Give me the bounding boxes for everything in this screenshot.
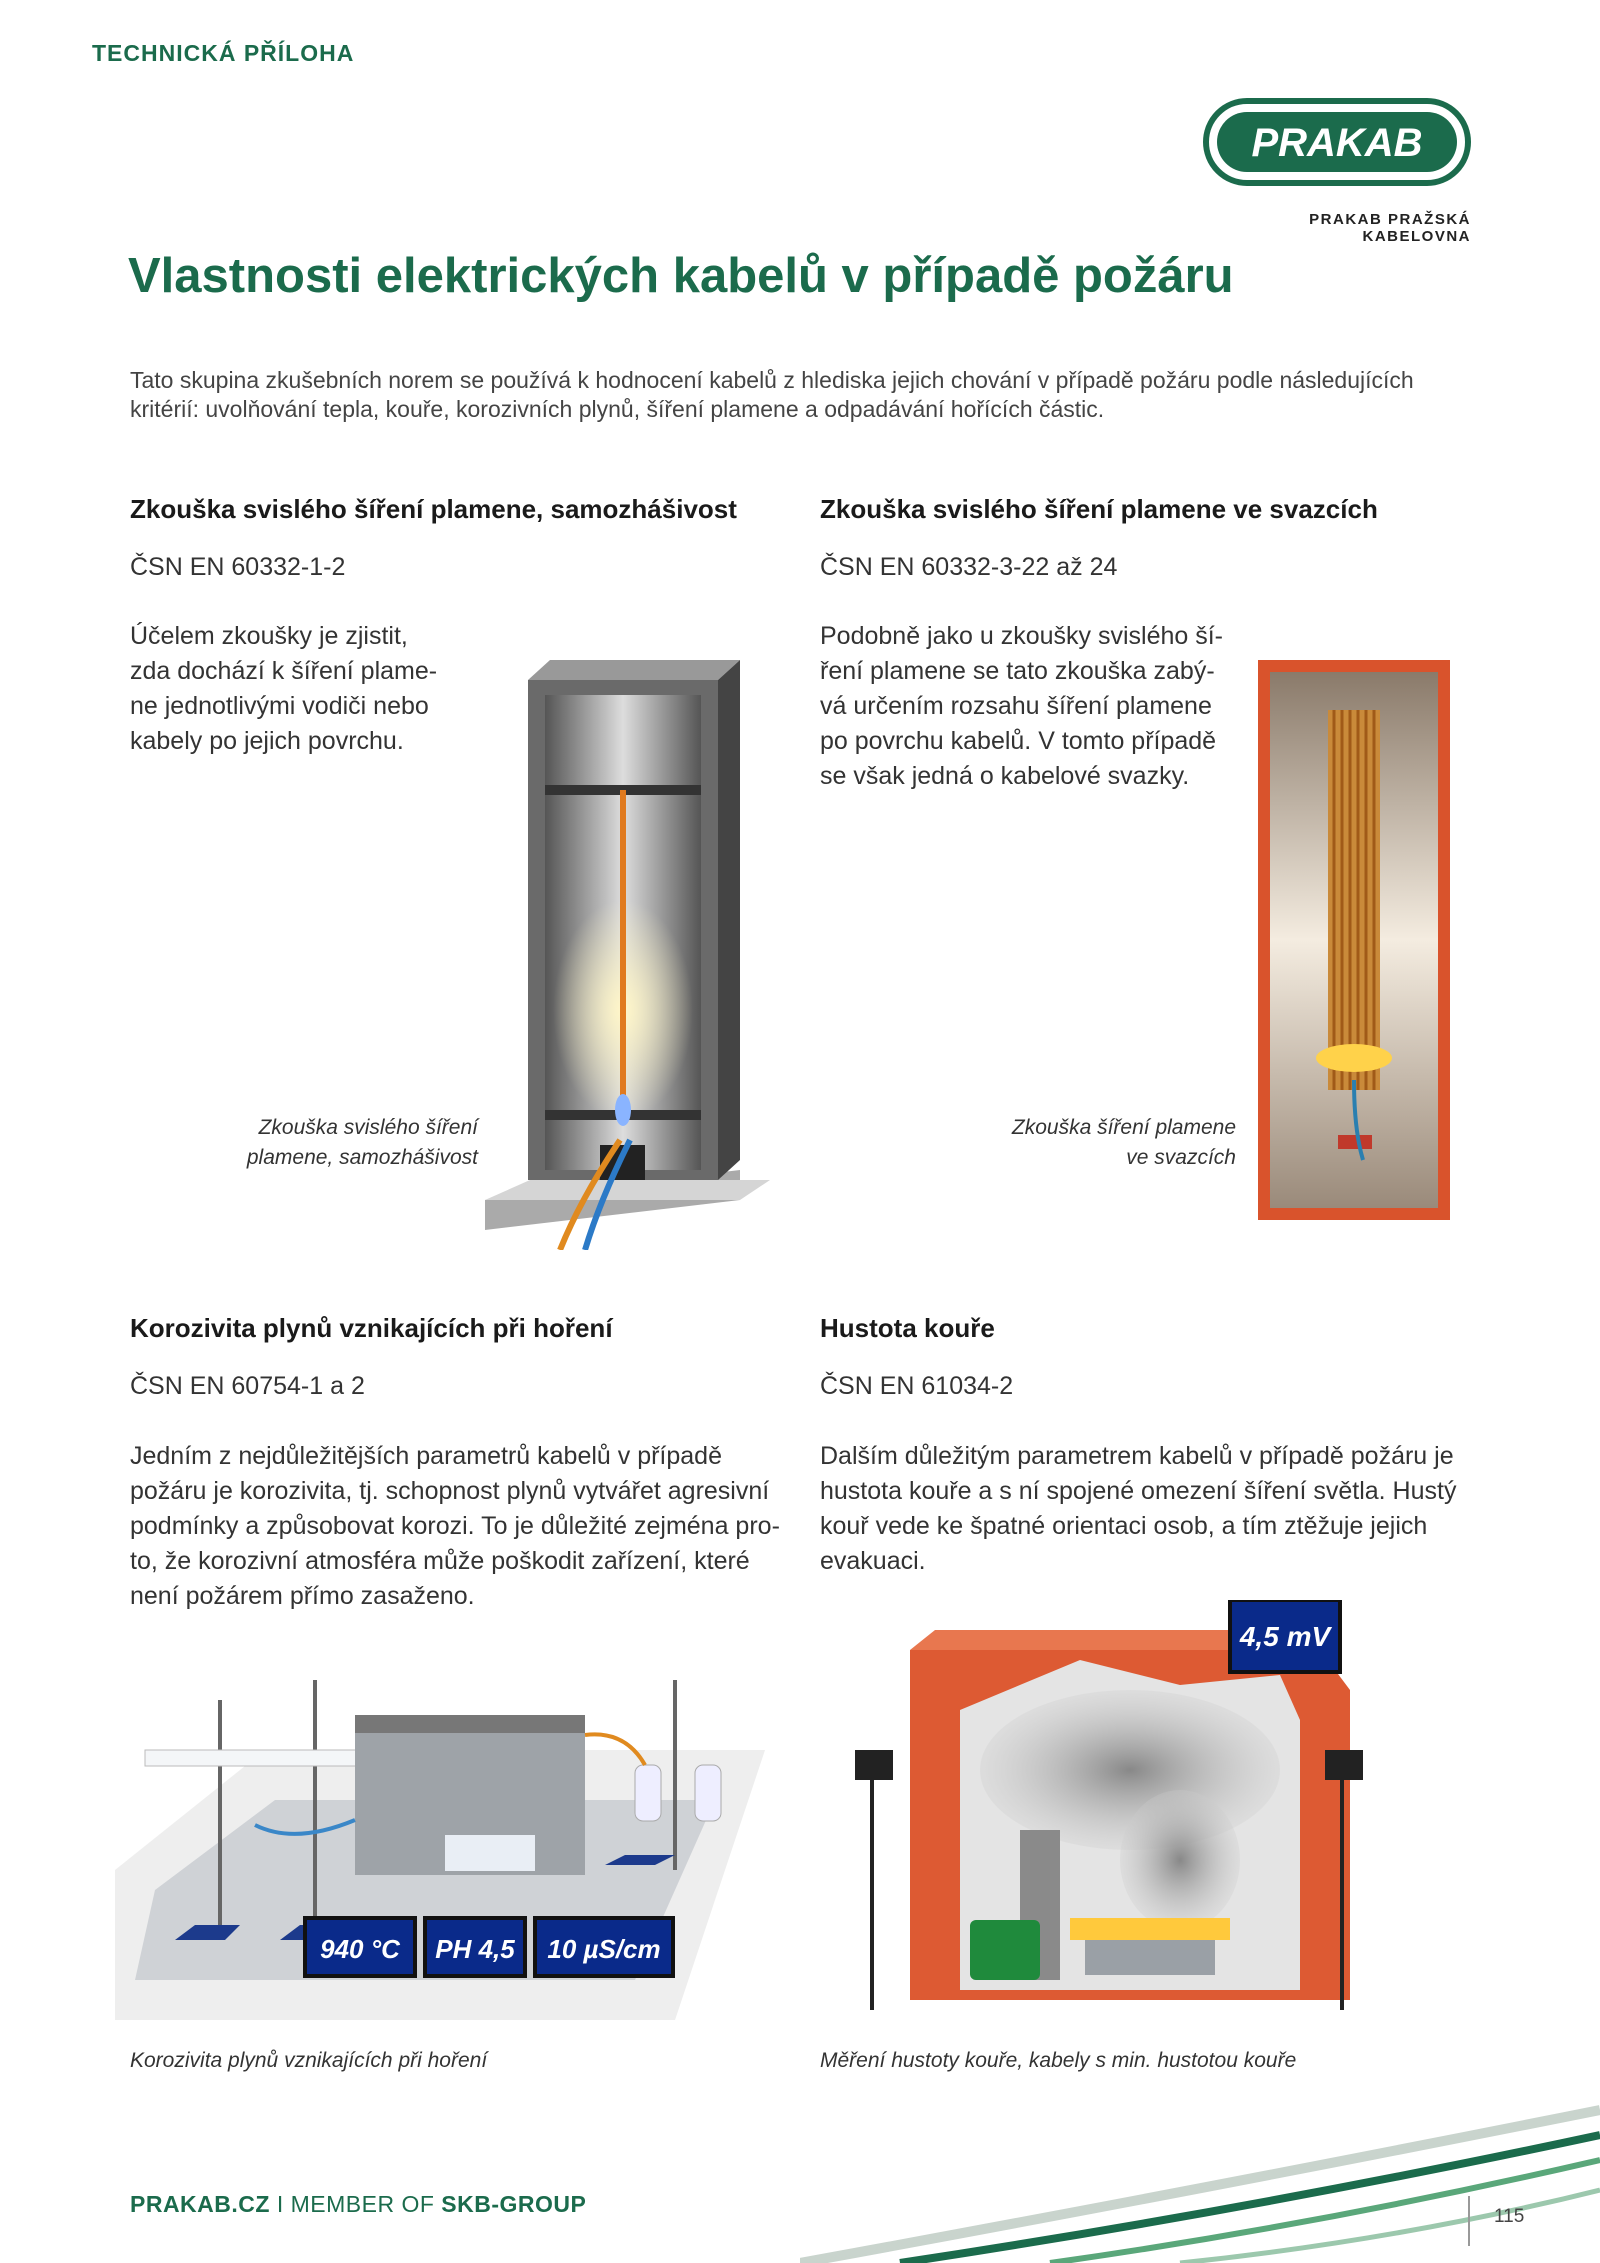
section-heading: Korozivita plynů vznikajících při hoření: [130, 1313, 613, 1343]
page-number: 115: [1494, 2206, 1525, 2227]
readout-millivolts: [1230, 1600, 1340, 1672]
vertical-flame-test-illustration: [470, 640, 770, 1250]
svg-text:PH 4,5: PH 4,5: [435, 1934, 515, 1964]
page-title: Vlastnosti elektrických kabelů v případě požáru: [128, 249, 1234, 303]
section-standard: ČSN EN 61034-2: [820, 1372, 1014, 1400]
figure-caption: Korozivita plynů vznikajících při hoření: [130, 2049, 488, 2072]
section-standard: ČSN EN 60332-1-2: [130, 553, 346, 581]
section-body: Jedním z nejdůležitějších parametrů kabelů v případě požáru je korozivita, tj. schopnost plynů vytvářet agresivní podmínky a způsobovat korozi. To je důležité zejména pro- to, že korozivní atmosféra může poškodit zařízení, které není požárem přímo zasaženo.: [130, 1442, 780, 1610]
company-name: PRAKAB PRAŽSKÁ KABELOVNA: [1309, 211, 1471, 245]
bundle-flame-test-illustration: [1258, 660, 1450, 1220]
section-standard: ČSN EN 60332-3-22 až 24: [820, 553, 1118, 581]
footer-separator: I: [269, 2191, 291, 2217]
section-heading: Hustota kouře: [820, 1313, 995, 1343]
section-label: TECHNICKÁ PŘÍLOHA: [92, 40, 355, 66]
smoke-density-illustration: [850, 1600, 1370, 2010]
section-body: Dalším důležitým parametrem kabelů v případě požáru je hustota kouře a s ní spojené omezení šíření světla. Hustý kouř vede ke špatné orientaci osob, a tím ztěžuje jejich evakuaci.: [820, 1442, 1457, 1575]
svg-text:4,5 mV: 4,5 mV: [1239, 1621, 1331, 1652]
section-body: Účelem zkoušky je zjistit, zda dochází k šíření plame- ne jednotlivými vodiči nebo kabely po jejich povrchu.: [130, 622, 438, 755]
figure-caption: Měření hustoty kouře, kabely s min. hustotou kouře: [820, 2049, 1297, 2072]
readout-ph: [425, 1918, 525, 1976]
figure-caption: Zkouška svislého šíření plamene, samozhášivost: [246, 1116, 478, 1169]
corrosivity-test-illustration: [115, 1640, 765, 2020]
logo-text: PRAKAB: [1251, 121, 1423, 165]
readout-conductivity: [535, 1918, 673, 1976]
footer: [130, 2191, 586, 2218]
footer-group: SKB-GROUP: [441, 2191, 587, 2217]
section-body: Podobně jako u zkoušky svislého ší- ření plamene se tato zkouška zabý- vá určením rozsahu šíření plamene po povrchu kabelů. V tomto případě se však jedná o kabelové svazky.: [820, 622, 1223, 790]
section-standard: ČSN EN 60754-1 a 2: [130, 1372, 365, 1400]
intro-text: Tato skupina zkušebních norem se používá k hodnocení kabelů z hlediska jejich chování v případě požáru podle následujících kritérií: uvolňování tepla, kouře, korozivních plynů, šíření plamene a odpadávání hořících částic.: [130, 367, 1414, 422]
section-heading: Zkouška svislého šíření plamene ve svazcích: [820, 494, 1378, 524]
footer-member: MEMBER OF: [290, 2191, 442, 2217]
prakab-logo: [1203, 98, 1471, 186]
section-heading: Zkouška svislého šíření plamene, samozhášivost: [130, 494, 737, 524]
decorative-swoosh: [800, 2090, 1600, 2263]
footer-site[interactable]: PRAKAB.CZ: [130, 2191, 270, 2217]
readout-temperature: [305, 1918, 415, 1976]
page-number-divider: [1468, 2196, 1470, 2246]
svg-text:940 °C: 940 °C: [320, 1934, 400, 1964]
figure-caption: Zkouška šíření plamene ve svazcích: [1011, 1116, 1236, 1169]
svg-text:10 µS/cm: 10 µS/cm: [547, 1934, 661, 1964]
